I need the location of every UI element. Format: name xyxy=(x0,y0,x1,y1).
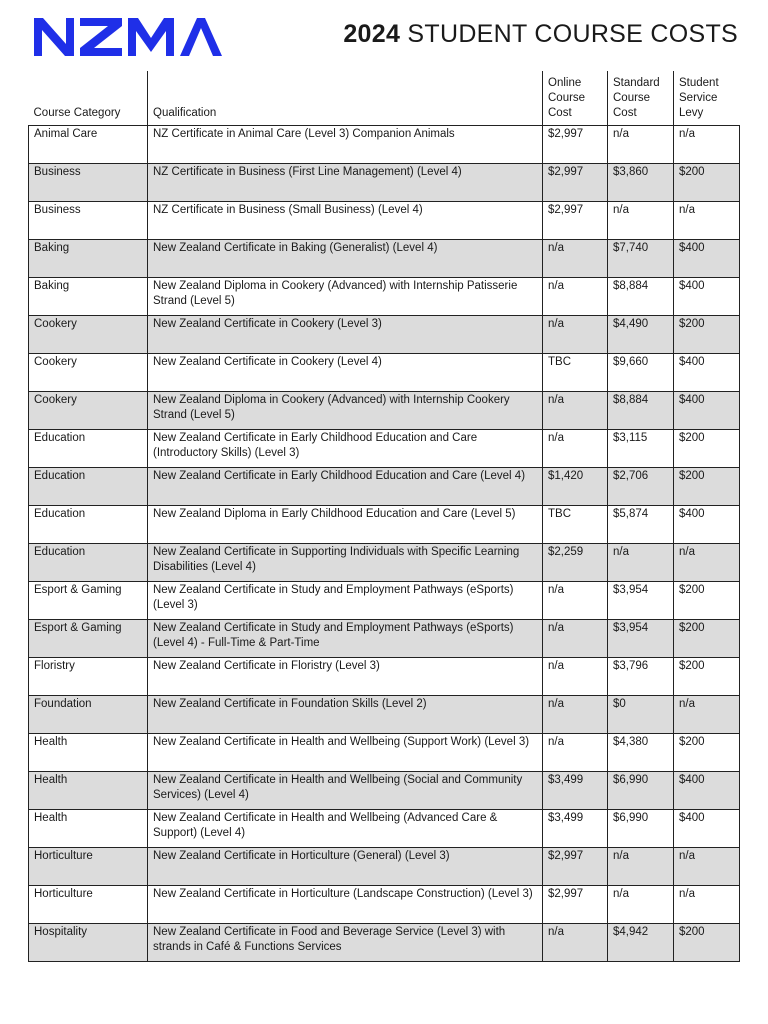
cell-online-cost: $3,499 xyxy=(543,772,608,810)
table-row xyxy=(29,620,740,658)
cell-category: Education xyxy=(29,430,148,468)
cell-qualification: New Zealand Diploma in Cookery (Advanced) with Internship Patisserie Strand (Level 5) xyxy=(148,278,543,316)
column-header-online-cost: Online Course Cost xyxy=(543,71,608,126)
cell-category: Floristry xyxy=(29,658,148,696)
page-title xyxy=(343,20,738,49)
table-row xyxy=(29,696,740,734)
table-row xyxy=(29,164,740,202)
cell-online-cost: n/a xyxy=(543,658,608,696)
cell-category: Education xyxy=(29,544,148,582)
cell-qualification: New Zealand Certificate in Horticulture (General) (Level 3) xyxy=(148,848,543,886)
cell-online-cost: n/a xyxy=(543,392,608,430)
cell-levy: $400 xyxy=(674,240,740,278)
table-row xyxy=(29,772,740,810)
cell-standard-cost: $4,380 xyxy=(608,734,674,772)
cell-qualification: New Zealand Certificate in Baking (Generalist) (Level 4) xyxy=(148,240,543,278)
cell-levy: $200 xyxy=(674,430,740,468)
cell-online-cost: $2,997 xyxy=(543,164,608,202)
cell-standard-cost: $9,660 xyxy=(608,354,674,392)
cell-qualification: New Zealand Certificate in Foundation Skills (Level 2) xyxy=(148,696,543,734)
cell-standard-cost: $8,884 xyxy=(608,392,674,430)
title-year: 2024 xyxy=(343,20,401,48)
cell-category: Foundation xyxy=(29,696,148,734)
cell-category: Animal Care xyxy=(29,126,148,164)
cell-qualification: New Zealand Certificate in Study and Employment Pathways (eSports) (Level 3) xyxy=(148,582,543,620)
cell-category: Esport & Gaming xyxy=(29,620,148,658)
table-row xyxy=(29,278,740,316)
cell-category: Business xyxy=(29,202,148,240)
cell-levy: $200 xyxy=(674,468,740,506)
column-header-standard-cost: Standard Course Cost xyxy=(608,71,674,126)
cell-qualification: New Zealand Certificate in Horticulture (Landscape Construction) (Level 3) xyxy=(148,886,543,924)
cell-levy: $200 xyxy=(674,582,740,620)
cell-online-cost: $2,997 xyxy=(543,126,608,164)
cell-qualification: New Zealand Certificate in Early Childhood Education and Care (Level 4) xyxy=(148,468,543,506)
cell-standard-cost: n/a xyxy=(608,848,674,886)
table-row xyxy=(29,354,740,392)
cell-levy: $400 xyxy=(674,354,740,392)
table-row xyxy=(29,886,740,924)
table-row xyxy=(29,810,740,848)
cell-online-cost: n/a xyxy=(543,430,608,468)
column-header-category: Course Category xyxy=(29,71,148,126)
cell-levy: $200 xyxy=(674,924,740,962)
table-row xyxy=(29,316,740,354)
cell-standard-cost: $3,115 xyxy=(608,430,674,468)
cell-standard-cost: $3,954 xyxy=(608,620,674,658)
cell-category: Health xyxy=(29,772,148,810)
cell-qualification: New Zealand Certificate in Health and Wellbeing (Advanced Care & Support) (Level 4) xyxy=(148,810,543,848)
table-row xyxy=(29,430,740,468)
cell-standard-cost: $2,706 xyxy=(608,468,674,506)
cell-qualification: NZ Certificate in Business (First Line Management) (Level 4) xyxy=(148,164,543,202)
cell-levy: n/a xyxy=(674,544,740,582)
table-row xyxy=(29,202,740,240)
cell-qualification: New Zealand Certificate in Health and Wellbeing (Support Work) (Level 3) xyxy=(148,734,543,772)
cell-online-cost: n/a xyxy=(543,620,608,658)
cell-online-cost: $2,997 xyxy=(543,202,608,240)
cell-standard-cost: $0 xyxy=(608,696,674,734)
cell-standard-cost: $4,942 xyxy=(608,924,674,962)
cell-category: Baking xyxy=(29,278,148,316)
cell-standard-cost: n/a xyxy=(608,886,674,924)
cell-qualification: New Zealand Certificate in Food and Beverage Service (Level 3) with strands in Café & Functions Services xyxy=(148,924,543,962)
cell-category: Education xyxy=(29,468,148,506)
cell-standard-cost: $3,954 xyxy=(608,582,674,620)
cell-category: Education xyxy=(29,506,148,544)
cell-online-cost: n/a xyxy=(543,240,608,278)
cell-standard-cost: $3,796 xyxy=(608,658,674,696)
cell-levy: $200 xyxy=(674,734,740,772)
cell-qualification: NZ Certificate in Business (Small Business) (Level 4) xyxy=(148,202,543,240)
cell-online-cost: n/a xyxy=(543,582,608,620)
table-row xyxy=(29,240,740,278)
table-row xyxy=(29,582,740,620)
cell-category: Horticulture xyxy=(29,886,148,924)
table-body xyxy=(29,126,740,962)
cell-standard-cost: $4,490 xyxy=(608,316,674,354)
cell-online-cost: n/a xyxy=(543,278,608,316)
cell-levy: $400 xyxy=(674,278,740,316)
cell-online-cost: $2,997 xyxy=(543,848,608,886)
cell-online-cost: n/a xyxy=(543,734,608,772)
cell-levy: n/a xyxy=(674,126,740,164)
cell-standard-cost: n/a xyxy=(608,126,674,164)
cell-qualification: New Zealand Certificate in Health and Wellbeing (Social and Community Services) (Level 4) xyxy=(148,772,543,810)
table-row xyxy=(29,468,740,506)
cell-qualification: New Zealand Diploma in Cookery (Advanced) with Internship Cookery Strand (Level 5) xyxy=(148,392,543,430)
column-header-qualification: Qualification xyxy=(148,71,543,126)
cell-qualification: New Zealand Certificate in Supporting Individuals with Specific Learning Disabilities (Level 4) xyxy=(148,544,543,582)
cell-levy: $200 xyxy=(674,316,740,354)
cell-qualification: New Zealand Certificate in Study and Employment Pathways (eSports) (Level 4) - Full-Time & Part-Time xyxy=(148,620,543,658)
cell-category: Business xyxy=(29,164,148,202)
table-row xyxy=(29,126,740,164)
table-header-row xyxy=(29,71,740,126)
table-row xyxy=(29,658,740,696)
column-header-levy: Student Service Levy xyxy=(674,71,740,126)
cell-levy: $200 xyxy=(674,658,740,696)
cell-levy: $400 xyxy=(674,392,740,430)
cell-online-cost: n/a xyxy=(543,696,608,734)
cell-standard-cost: $3,860 xyxy=(608,164,674,202)
cell-standard-cost: $6,990 xyxy=(608,810,674,848)
cell-online-cost: TBC xyxy=(543,506,608,544)
cell-category: Health xyxy=(29,810,148,848)
cell-online-cost: TBC xyxy=(543,354,608,392)
cell-levy: n/a xyxy=(674,696,740,734)
cell-qualification: New Zealand Diploma in Early Childhood Education and Care (Level 5) xyxy=(148,506,543,544)
cell-levy: n/a xyxy=(674,886,740,924)
cell-online-cost: n/a xyxy=(543,316,608,354)
cell-standard-cost: n/a xyxy=(608,544,674,582)
cell-category: Cookery xyxy=(29,354,148,392)
cell-category: Baking xyxy=(29,240,148,278)
cell-category: Cookery xyxy=(29,392,148,430)
table-row xyxy=(29,848,740,886)
cell-online-cost: n/a xyxy=(543,924,608,962)
cell-online-cost: $2,259 xyxy=(543,544,608,582)
cell-standard-cost: $6,990 xyxy=(608,772,674,810)
cell-online-cost: $3,499 xyxy=(543,810,608,848)
cell-online-cost: $1,420 xyxy=(543,468,608,506)
cell-category: Esport & Gaming xyxy=(29,582,148,620)
cell-standard-cost: n/a xyxy=(608,202,674,240)
cell-levy: $400 xyxy=(674,506,740,544)
table-row xyxy=(29,392,740,430)
cell-levy: $200 xyxy=(674,620,740,658)
cell-category: Horticulture xyxy=(29,848,148,886)
cell-category: Health xyxy=(29,734,148,772)
table-row xyxy=(29,544,740,582)
cell-category: Hospitality xyxy=(29,924,148,962)
cell-levy: n/a xyxy=(674,848,740,886)
cell-standard-cost: $7,740 xyxy=(608,240,674,278)
cell-levy: $400 xyxy=(674,772,740,810)
course-costs-table xyxy=(28,71,740,962)
cell-standard-cost: $8,884 xyxy=(608,278,674,316)
table-row xyxy=(29,924,740,962)
table-row xyxy=(29,734,740,772)
cell-qualification: New Zealand Certificate in Cookery (Level 3) xyxy=(148,316,543,354)
cell-category: Cookery xyxy=(29,316,148,354)
cell-standard-cost: $5,874 xyxy=(608,506,674,544)
cell-qualification: New Zealand Certificate in Floristry (Level 3) xyxy=(148,658,543,696)
nzma-logo xyxy=(34,18,222,56)
cell-levy: $200 xyxy=(674,164,740,202)
cell-qualification: New Zealand Certificate in Cookery (Level 4) xyxy=(148,354,543,392)
cell-levy: $400 xyxy=(674,810,740,848)
cell-qualification: NZ Certificate in Animal Care (Level 3) Companion Animals xyxy=(148,126,543,164)
title-text: STUDENT COURSE COSTS xyxy=(400,20,738,48)
cell-qualification: New Zealand Certificate in Early Childhood Education and Care (Introductory Skills) (Level 3) xyxy=(148,430,543,468)
table-row xyxy=(29,506,740,544)
cell-levy: n/a xyxy=(674,202,740,240)
cell-online-cost: $2,997 xyxy=(543,886,608,924)
